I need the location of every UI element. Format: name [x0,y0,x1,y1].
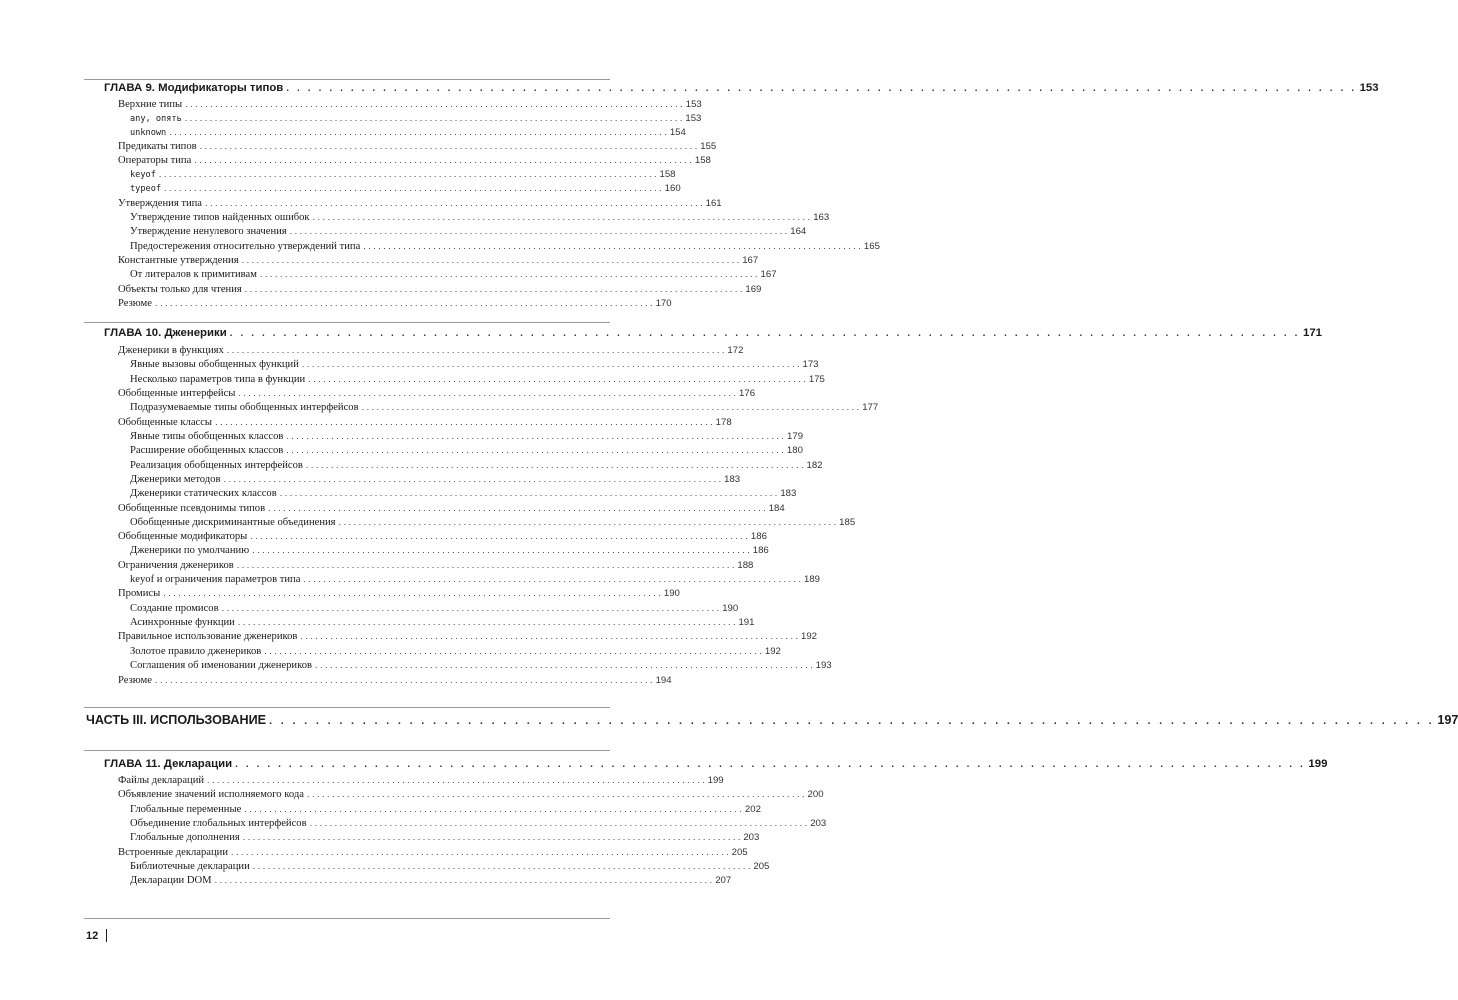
chapter-page: 171 [1303,327,1323,339]
toc-entry[interactable]: Обобщенные модификаторы . . . . . . . . . . . . . . . . . . . . . . . . . . . . . . . . . . . . . . . . . . . . . . . . . . . . . . . . . . . . . . . . . . . . . . . . . . . . . . . . . . . . . . . . . . . . . . . . . . . . 186 [118,531,767,542]
toc-chapter-11[interactable] [104,755,1328,773]
chapter-title: ГЛАВА 10. Дженерики [104,327,227,339]
toc-entry[interactable]: keyof и ограничения параметров типа . . . . . . . . . . . . . . . . . . . . . . . . . . . . . . . . . . . . . . . . . . . . . . . . . . . . . . . . . . . . . . . . . . . . . . . . . . . . . . . . . . . . . . . . . . . . . . . . . . . . 189 [130,574,821,585]
toc-entry[interactable]: unknown . . . . . . . . . . . . . . . . . . . . . . . . . . . . . . . . . . . . . . . . . . . . . . . . . . . . . . . . . . . . . . . . . . . . . . . . . . . . . . . . . . . . . . . . . . . . . . . . . . . . 154 [130,127,686,138]
toc-entry[interactable]: Соглашения об именовании дженериков . . . . . . . . . . . . . . . . . . . . . . . . . . . . . . . . . . . . . . . . . . . . . . . . . . . . . . . . . . . . . . . . . . . . . . . . . . . . . . . . . . . . . . . . . . . . . . . . . . . . 193 [130,660,832,671]
toc-entry[interactable]: Глобальные переменные . . . . . . . . . . . . . . . . . . . . . . . . . . . . . . . . . . . . . . . . . . . . . . . . . . . . . . . . . . . . . . . . . . . . . . . . . . . . . . . . . . . . . . . . . . . . . . . . . . . . 202 [130,804,761,815]
toc-chapter-9[interactable] [104,79,1379,97]
toc-entry[interactable]: Несколько параметров типа в функции . . . . . . . . . . . . . . . . . . . . . . . . . . . . . . . . . . . . . . . . . . . . . . . . . . . . . . . . . . . . . . . . . . . . . . . . . . . . . . . . . . . . . . . . . . . . . . . . . . . . 175 [130,374,825,385]
toc-entry[interactable]: Дженерики по умолчанию . . . . . . . . . . . . . . . . . . . . . . . . . . . . . . . . . . . . . . . . . . . . . . . . . . . . . . . . . . . . . . . . . . . . . . . . . . . . . . . . . . . . . . . . . . . . . . . . . . . . 186 [130,545,769,556]
toc-entry[interactable]: Обобщенные дискриминантные объединения . . . . . . . . . . . . . . . . . . . . . . . . . . . . . . . . . . . . . . . . . . . . . . . . . . . . . . . . . . . . . . . . . . . . . . . . . . . . . . . . . . . . . . . . . . . . . . . . . . . . 185 [130,517,856,528]
toc-entry[interactable]: Правильное использование дженериков . . . . . . . . . . . . . . . . . . . . . . . . . . . . . . . . . . . . . . . . . . . . . . . . . . . . . . . . . . . . . . . . . . . . . . . . . . . . . . . . . . . . . . . . . . . . . . . . . . . . 192 [118,631,818,642]
toc-entry[interactable]: Библиотечные декларации . . . . . . . . . . . . . . . . . . . . . . . . . . . . . . . . . . . . . . . . . . . . . . . . . . . . . . . . . . . . . . . . . . . . . . . . . . . . . . . . . . . . . . . . . . . . . . . . . . . . 205 [130,861,770,872]
chapter-title: ГЛАВА 11. Декларации [104,758,233,770]
page-footer [86,929,107,942]
chapter-title: ГЛАВА 9. Модификаторы типов [104,82,284,94]
toc-entry[interactable]: Предостережения относительно утверждений типа . . . . . . . . . . . . . . . . . . . . . . . . . . . . . . . . . . . . . . . . . . . . . . . . . . . . . . . . . . . . . . . . . . . . . . . . . . . . . . . . . . . . . . . . . . . . . . . . . . . . 165 [130,241,880,252]
chapter-page: 199 [1308,758,1328,770]
toc-entry[interactable]: Верхние типы . . . . . . . . . . . . . . . . . . . . . . . . . . . . . . . . . . . . . . . . . . . . . . . . . . . . . . . . . . . . . . . . . . . . . . . . . . . . . . . . . . . . . . . . . . . . . . . . . . . . 153 [118,99,702,110]
toc-entry[interactable]: Создание промисов . . . . . . . . . . . . . . . . . . . . . . . . . . . . . . . . . . . . . . . . . . . . . . . . . . . . . . . . . . . . . . . . . . . . . . . . . . . . . . . . . . . . . . . . . . . . . . . . . . . . 190 [130,603,739,614]
divider [84,750,610,751]
toc-entry[interactable]: Ограничения дженериков . . . . . . . . . . . . . . . . . . . . . . . . . . . . . . . . . . . . . . . . . . . . . . . . . . . . . . . . . . . . . . . . . . . . . . . . . . . . . . . . . . . . . . . . . . . . . . . . . . . . 188 [118,560,754,571]
toc-entry[interactable]: Дженерики методов . . . . . . . . . . . . . . . . . . . . . . . . . . . . . . . . . . . . . . . . . . . . . . . . . . . . . . . . . . . . . . . . . . . . . . . . . . . . . . . . . . . . . . . . . . . . . . . . . . . . 183 [130,474,741,485]
page-number: 12 [86,929,99,942]
toc-entry[interactable]: Дженерики статических классов . . . . . . . . . . . . . . . . . . . . . . . . . . . . . . . . . . . . . . . . . . . . . . . . . . . . . . . . . . . . . . . . . . . . . . . . . . . . . . . . . . . . . . . . . . . . . . . . . . . . 183 [130,488,797,499]
dot-leader: . . . . . . . . . . . . . . . . . . . . . . . . . . . . . . . . . . . . . . . . . . . . . . . . . . . . . . . . . . . . . . . . . . . . . . . . . . . . . . . . . . . . . . . . . . . . . . . . . . . . [229,328,1300,339]
dot-leader: . . . . . . . . . . . . . . . . . . . . . . . . . . . . . . . . . . . . . . . . . . . . . . . . . . . . . . . . . . . . . . . . . . . . . . . . . . . . . . . . . . . . . . . . . . . . . . . . . . . . [269,715,1435,727]
footer-divider [106,929,107,942]
toc-entry[interactable]: Резюме . . . . . . . . . . . . . . . . . . . . . . . . . . . . . . . . . . . . . . . . . . . . . . . . . . . . . . . . . . . . . . . . . . . . . . . . . . . . . . . . . . . . . . . . . . . . . . . . . . . . 194 [118,675,672,686]
toc-entry[interactable]: Резюме . . . . . . . . . . . . . . . . . . . . . . . . . . . . . . . . . . . . . . . . . . . . . . . . . . . . . . . . . . . . . . . . . . . . . . . . . . . . . . . . . . . . . . . . . . . . . . . . . . . . 170 [118,298,672,309]
toc-entry[interactable]: Явные типы обобщенных классов . . . . . . . . . . . . . . . . . . . . . . . . . . . . . . . . . . . . . . . . . . . . . . . . . . . . . . . . . . . . . . . . . . . . . . . . . . . . . . . . . . . . . . . . . . . . . . . . . . . . 179 [130,431,804,442]
toc-entry[interactable]: Обобщенные классы . . . . . . . . . . . . . . . . . . . . . . . . . . . . . . . . . . . . . . . . . . . . . . . . . . . . . . . . . . . . . . . . . . . . . . . . . . . . . . . . . . . . . . . . . . . . . . . . . . . . 178 [118,417,732,428]
toc-entry[interactable]: Объекты только для чтения . . . . . . . . . . . . . . . . . . . . . . . . . . . . . . . . . . . . . . . . . . . . . . . . . . . . . . . . . . . . . . . . . . . . . . . . . . . . . . . . . . . . . . . . . . . . . . . . . . . . 169 [118,284,762,295]
toc-entry[interactable]: Утверждение ненулевого значения . . . . . . . . . . . . . . . . . . . . . . . . . . . . . . . . . . . . . . . . . . . . . . . . . . . . . . . . . . . . . . . . . . . . . . . . . . . . . . . . . . . . . . . . . . . . . . . . . . . . 164 [130,226,807,237]
toc-entry[interactable]: Промисы . . . . . . . . . . . . . . . . . . . . . . . . . . . . . . . . . . . . . . . . . . . . . . . . . . . . . . . . . . . . . . . . . . . . . . . . . . . . . . . . . . . . . . . . . . . . . . . . . . . . 190 [118,588,680,599]
toc-entry[interactable]: Объявление значений исполняемого кода . . . . . . . . . . . . . . . . . . . . . . . . . . . . . . . . . . . . . . . . . . . . . . . . . . . . . . . . . . . . . . . . . . . . . . . . . . . . . . . . . . . . . . . . . . . . . . . . . . . . 200 [118,789,824,800]
toc-entry[interactable]: От литералов к примитивам . . . . . . . . . . . . . . . . . . . . . . . . . . . . . . . . . . . . . . . . . . . . . . . . . . . . . . . . . . . . . . . . . . . . . . . . . . . . . . . . . . . . . . . . . . . . . . . . . . . . 167 [130,269,777,280]
divider [84,707,610,708]
toc-entry[interactable]: Утверждения типа . . . . . . . . . . . . . . . . . . . . . . . . . . . . . . . . . . . . . . . . . . . . . . . . . . . . . . . . . . . . . . . . . . . . . . . . . . . . . . . . . . . . . . . . . . . . . . . . . . . . 161 [118,198,722,209]
part-title: ЧАСТЬ III. ИСПОЛЬЗОВАНИЕ [86,713,267,727]
toc-chapter-10[interactable] [104,324,1323,342]
toc-entry[interactable]: Реализация обобщенных интерфейсов . . . . . . . . . . . . . . . . . . . . . . . . . . . . . . . . . . . . . . . . . . . . . . . . . . . . . . . . . . . . . . . . . . . . . . . . . . . . . . . . . . . . . . . . . . . . . . . . . . . . 182 [130,460,823,471]
toc-entry[interactable]: Асинхронные функции . . . . . . . . . . . . . . . . . . . . . . . . . . . . . . . . . . . . . . . . . . . . . . . . . . . . . . . . . . . . . . . . . . . . . . . . . . . . . . . . . . . . . . . . . . . . . . . . . . . . 191 [130,617,755,628]
toc-entry[interactable]: Расширение обобщенных классов . . . . . . . . . . . . . . . . . . . . . . . . . . . . . . . . . . . . . . . . . . . . . . . . . . . . . . . . . . . . . . . . . . . . . . . . . . . . . . . . . . . . . . . . . . . . . . . . . . . . 180 [130,445,803,456]
toc-entry[interactable]: Операторы типа . . . . . . . . . . . . . . . . . . . . . . . . . . . . . . . . . . . . . . . . . . . . . . . . . . . . . . . . . . . . . . . . . . . . . . . . . . . . . . . . . . . . . . . . . . . . . . . . . . . . 158 [118,155,711,166]
dot-leader: . . . . . . . . . . . . . . . . . . . . . . . . . . . . . . . . . . . . . . . . . . . . . . . . . . . . . . . . . . . . . . . . . . . . . . . . . . . . . . . . . . . . . . . . . . . . . . . . . . . . [286,83,1357,94]
toc-entry[interactable]: Декларации DOM . . . . . . . . . . . . . . . . . . . . . . . . . . . . . . . . . . . . . . . . . . . . . . . . . . . . . . . . . . . . . . . . . . . . . . . . . . . . . . . . . . . . . . . . . . . . . . . . . . . . 207 [130,875,732,886]
chapter-page: 153 [1359,82,1379,94]
toc-entry[interactable]: Глобальные дополнения . . . . . . . . . . . . . . . . . . . . . . . . . . . . . . . . . . . . . . . . . . . . . . . . . . . . . . . . . . . . . . . . . . . . . . . . . . . . . . . . . . . . . . . . . . . . . . . . . . . . 203 [130,832,760,843]
toc-entry[interactable]: Обобщенные псевдонимы типов . . . . . . . . . . . . . . . . . . . . . . . . . . . . . . . . . . . . . . . . . . . . . . . . . . . . . . . . . . . . . . . . . . . . . . . . . . . . . . . . . . . . . . . . . . . . . . . . . . . . 184 [118,503,785,514]
toc-entry[interactable]: Явные вызовы обобщенных функций . . . . . . . . . . . . . . . . . . . . . . . . . . . . . . . . . . . . . . . . . . . . . . . . . . . . . . . . . . . . . . . . . . . . . . . . . . . . . . . . . . . . . . . . . . . . . . . . . . . . 173 [130,359,819,370]
toc-entry[interactable]: Константные утверждения . . . . . . . . . . . . . . . . . . . . . . . . . . . . . . . . . . . . . . . . . . . . . . . . . . . . . . . . . . . . . . . . . . . . . . . . . . . . . . . . . . . . . . . . . . . . . . . . . . . . 167 [118,255,759,266]
toc-entry[interactable]: Встроенные декларации . . . . . . . . . . . . . . . . . . . . . . . . . . . . . . . . . . . . . . . . . . . . . . . . . . . . . . . . . . . . . . . . . . . . . . . . . . . . . . . . . . . . . . . . . . . . . . . . . . . . 205 [118,847,748,858]
toc-part-3[interactable] [86,710,1458,730]
toc-entry[interactable]: Предикаты типов . . . . . . . . . . . . . . . . . . . . . . . . . . . . . . . . . . . . . . . . . . . . . . . . . . . . . . . . . . . . . . . . . . . . . . . . . . . . . . . . . . . . . . . . . . . . . . . . . . . . 155 [118,141,717,152]
toc-entry[interactable]: any, опять . . . . . . . . . . . . . . . . . . . . . . . . . . . . . . . . . . . . . . . . . . . . . . . . . . . . . . . . . . . . . . . . . . . . . . . . . . . . . . . . . . . . . . . . . . . . . . . . . . . . 153 [130,113,702,124]
toc-entry[interactable]: Подразумеваемые типы обобщенных интерфейсов . . . . . . . . . . . . . . . . . . . . . . . . . . . . . . . . . . . . . . . . . . . . . . . . . . . . . . . . . . . . . . . . . . . . . . . . . . . . . . . . . . . . . . . . . . . . . . . . . . . . 177 [130,402,879,413]
dot-leader: . . . . . . . . . . . . . . . . . . . . . . . . . . . . . . . . . . . . . . . . . . . . . . . . . . . . . . . . . . . . . . . . . . . . . . . . . . . . . . . . . . . . . . . . . . . . . . . . . . . . [235,759,1306,770]
toc-entry[interactable]: typeof . . . . . . . . . . . . . . . . . . . . . . . . . . . . . . . . . . . . . . . . . . . . . . . . . . . . . . . . . . . . . . . . . . . . . . . . . . . . . . . . . . . . . . . . . . . . . . . . . . . . 160 [130,183,681,194]
toc-entry[interactable]: Обобщенные интерфейсы . . . . . . . . . . . . . . . . . . . . . . . . . . . . . . . . . . . . . . . . . . . . . . . . . . . . . . . . . . . . . . . . . . . . . . . . . . . . . . . . . . . . . . . . . . . . . . . . . . . . 176 [118,388,756,399]
toc-entry[interactable]: keyof . . . . . . . . . . . . . . . . . . . . . . . . . . . . . . . . . . . . . . . . . . . . . . . . . . . . . . . . . . . . . . . . . . . . . . . . . . . . . . . . . . . . . . . . . . . . . . . . . . . . 158 [130,169,676,180]
toc-entry[interactable]: Утверждение типов найденных ошибок . . . . . . . . . . . . . . . . . . . . . . . . . . . . . . . . . . . . . . . . . . . . . . . . . . . . . . . . . . . . . . . . . . . . . . . . . . . . . . . . . . . . . . . . . . . . . . . . . . . . 163 [130,212,830,223]
toc-entry[interactable]: Файлы деклараций . . . . . . . . . . . . . . . . . . . . . . . . . . . . . . . . . . . . . . . . . . . . . . . . . . . . . . . . . . . . . . . . . . . . . . . . . . . . . . . . . . . . . . . . . . . . . . . . . . . . 199 [118,775,724,786]
divider [84,322,610,323]
toc-entry[interactable]: Золотое правило дженериков . . . . . . . . . . . . . . . . . . . . . . . . . . . . . . . . . . . . . . . . . . . . . . . . . . . . . . . . . . . . . . . . . . . . . . . . . . . . . . . . . . . . . . . . . . . . . . . . . . . . 192 [130,646,781,657]
part-page: 197 [1437,713,1458,727]
toc-entry[interactable]: Объединение глобальных интерфейсов . . . . . . . . . . . . . . . . . . . . . . . . . . . . . . . . . . . . . . . . . . . . . . . . . . . . . . . . . . . . . . . . . . . . . . . . . . . . . . . . . . . . . . . . . . . . . . . . . . . . 203 [130,818,827,829]
toc-entry[interactable]: Дженерики в функциях . . . . . . . . . . . . . . . . . . . . . . . . . . . . . . . . . . . . . . . . . . . . . . . . . . . . . . . . . . . . . . . . . . . . . . . . . . . . . . . . . . . . . . . . . . . . . . . . . . . . 172 [118,345,744,356]
bottom-rule [84,918,610,919]
